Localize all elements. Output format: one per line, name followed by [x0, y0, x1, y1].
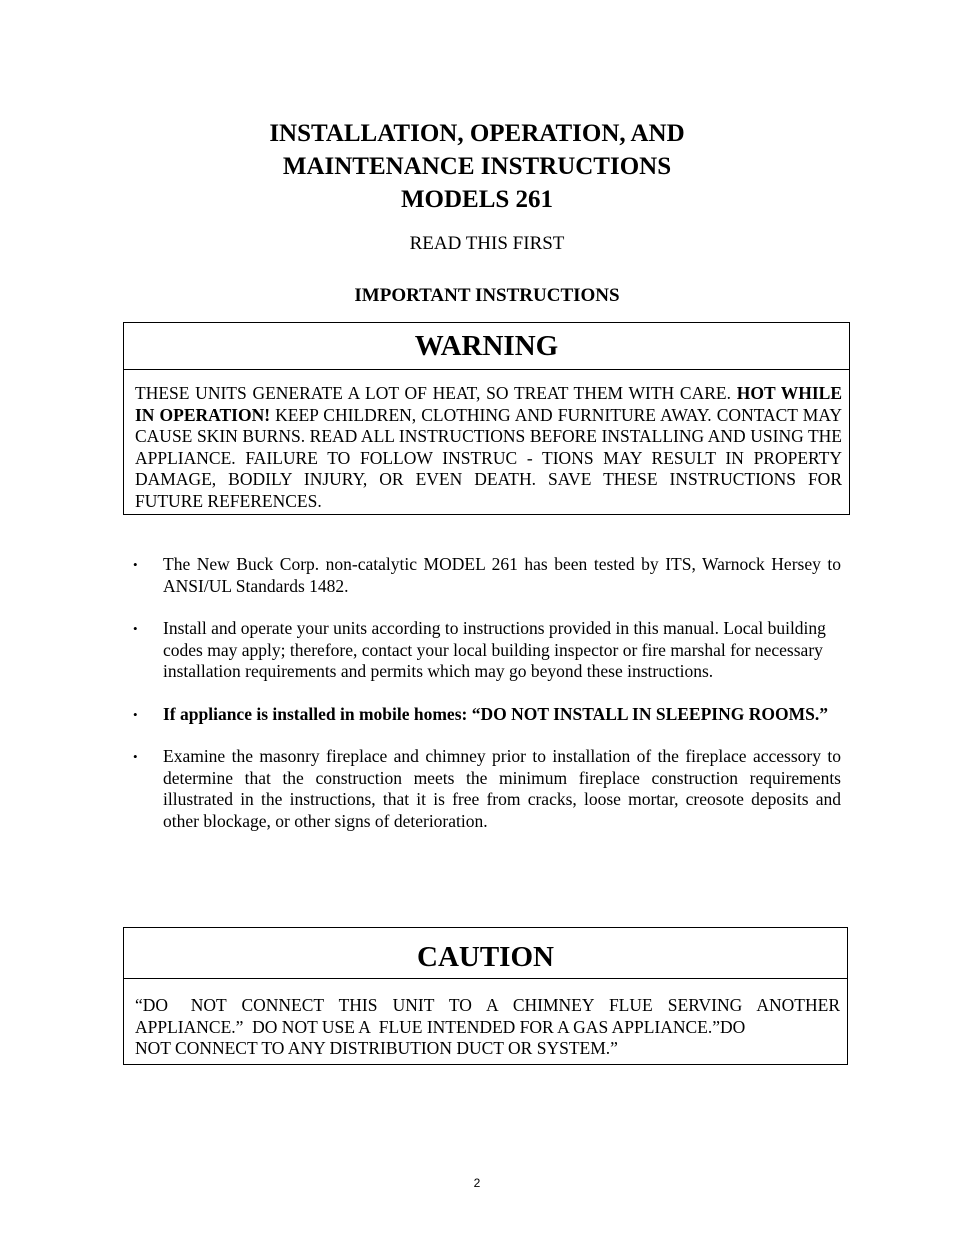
bullet-icon: • [133, 621, 138, 636]
read-first-notice: READ THIS FIRST [409, 233, 565, 254]
list-item-text: Examine the masonry fireplace and chimney prior to installation of the fireplace accessory to determine that the construction meets the minimum fireplace construction requirements illustrated in the instructions, that it is free from cracks, loose mortar, creosote deposits and other blockage, or other signs of deterioration. [163, 746, 841, 831]
title-line-2: MAINTENANCE INSTRUCTIONS [282, 153, 672, 180]
bullet-icon: • [133, 749, 138, 764]
list-item [133, 704, 841, 726]
caution-box [123, 927, 848, 1065]
list-item-text: The New Buck Corp. non-catalytic MODEL 261 has been tested by ITS, Warnock Hersey to ANSI/UL Standards 1482. [163, 554, 841, 596]
caution-heading: CAUTION [124, 928, 847, 979]
list-item [133, 554, 841, 597]
warning-text [124, 370, 849, 512]
list-item-text: Install and operate your units according to instructions provided in this manual. Local building codes may apply; therefore, contact your local building inspector or fire marshal for necessary installation requirements and permits which may go beyond these instructions. [163, 618, 826, 681]
warning-heading: WARNING [124, 323, 849, 370]
bullet-icon: • [133, 706, 138, 722]
warning-hot-emphasis: HOT WHILE IN OPERATION! [135, 383, 842, 425]
title-line-1: INSTALLATION, OPERATION, AND [269, 120, 685, 147]
list-item-text: If appliance is installed in mobile homes: “DO NOT INSTALL IN SLEEPING ROOMS.” [163, 703, 828, 724]
warning-box [123, 322, 850, 515]
caution-text [124, 979, 847, 1060]
title-line-3: MODELS 261 [400, 186, 554, 213]
instructions-list [133, 554, 841, 853]
list-item [133, 618, 841, 683]
caution-line-2: APPLIANCE.” DO NOT USE A FLUE INTENDED FOR A GAS APPLIANCE.”DO [135, 1016, 746, 1037]
page-number: 2 [473, 1176, 481, 1190]
document-title [0, 117, 954, 216]
list-item [133, 746, 841, 832]
bullet-icon: • [133, 557, 138, 572]
warning-text-start: THESE UNITS GENERATE A LOT OF HEAT, SO TREAT THEM WITH CARE. [135, 383, 737, 403]
caution-line-1: “DO NOT CONNECT THIS UNIT TO A CHIMNEY FLUE SERVING ANOTHER [135, 995, 840, 1015]
caution-line-3: NOT CONNECT TO ANY DISTRIBUTION DUCT OR SYSTEM.” [135, 1038, 618, 1058]
warning-text-rest: KEEP CHILDREN, CLOTHING AND FURNITURE AWAY. CONTACT MAY CAUSE SKIN BURNS. READ ALL INSTRUCTIONS BEFORE INSTALLING AND USING THE APPLIANCE. FAILURE TO FOLLOW INSTRUC - TIONS MAY RESULT IN PROPERTY DAMAGE, BODILY INJURY, OR EVEN DEATH. SAVE THESE INSTRUCTIONS FOR FUTURE REFERENCES. [135, 404, 842, 511]
important-instructions-heading: IMPORTANT INSTRUCTIONS [354, 285, 620, 306]
